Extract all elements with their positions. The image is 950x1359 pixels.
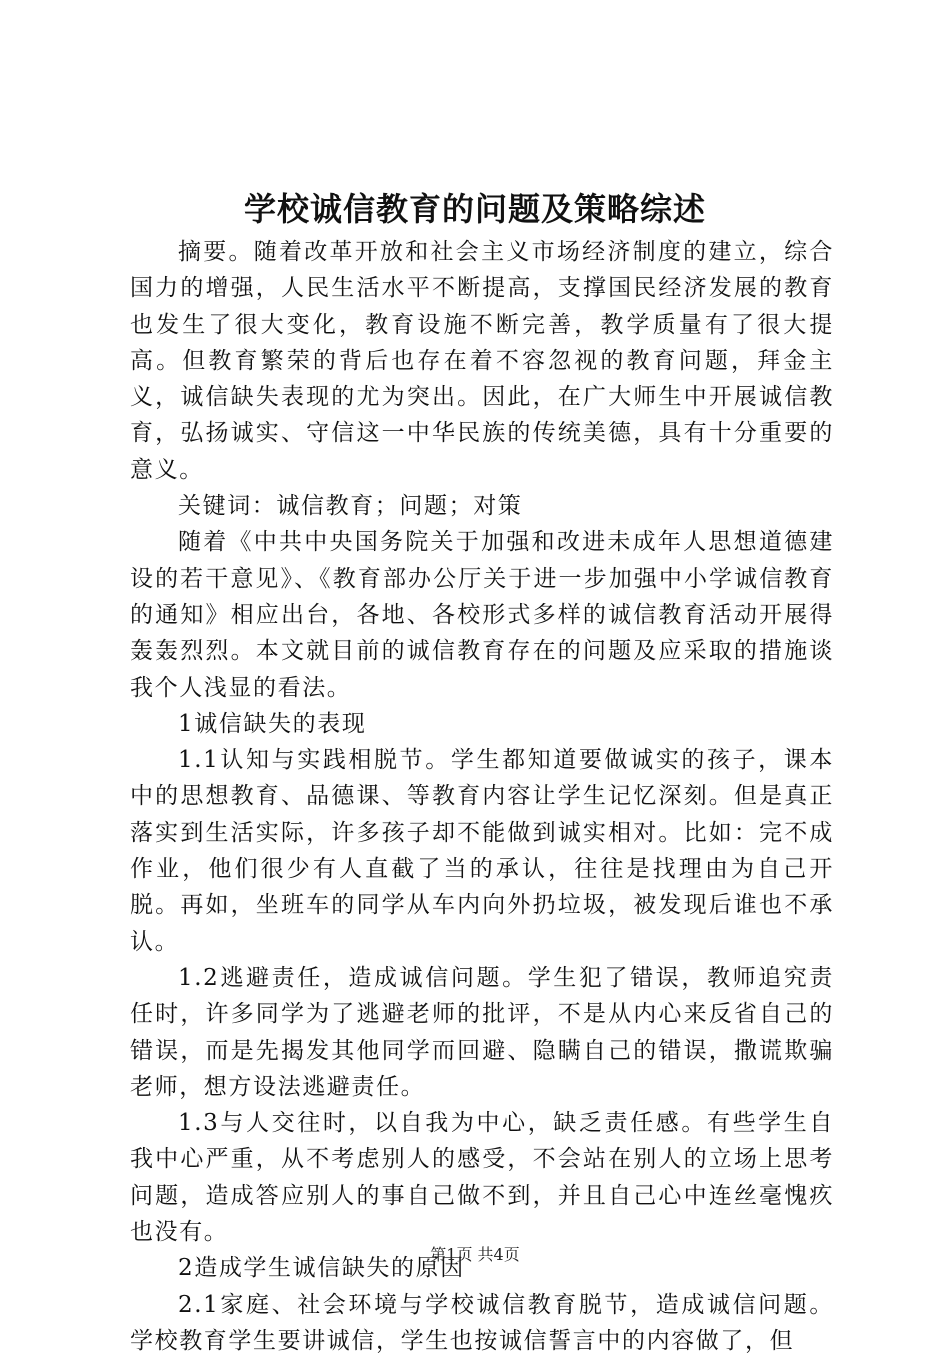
section-1-heading: 1诚信缺失的表现 <box>178 710 367 737</box>
section-2-heading: 2造成学生诚信缺失的原因 <box>178 1255 465 1282</box>
document-title: 学校诚信教育的问题及策略综述 <box>243 190 706 228</box>
abstract-paragraph: 摘要。随着改革开放和社会主义市场经济制度的建立，综合国力的增强，人民生活水平不断提高，支撑国民经济发展的教育也发生了很大变化，教育设施不断完善，教学质量有了很大提高。但教育繁荣的背后也存在着不容忽视的教育问题，拜金主义，诚信缺失表现的尤为突出。因此，在广大师生中开展诚信教育，弘扬诚实、守信这一中华民族的传统美德，具有十分重要的意义。 <box>130 239 834 483</box>
section-1-3-paragraph: 1.3与人交往时，以自我为中心，缺乏责任感。有些学生自我中心严重，从不考虑别人的感受，不会站在别人的立场上思考问题，造成答应别人的事自己做不到，并且自己心中连丝毫愧疚也没有。 <box>130 1110 834 1246</box>
section-1-1-paragraph: 1.1认知与实践相脱节。学生都知道要做诚实的孩子，课本中的思想教育、品德课、等教育内容让学生记忆深刻。但是真正落实到生活实际，许多孩子却不能做到诚实相对。比如：完不成作业，他们很少有人直截了当的承认，往往是找理由为自己开脱。再如，坐班车的同学从车内向外扔垃圾，被发现后谁也不承认。 <box>130 747 834 955</box>
section-1-2-paragraph: 1.2逃避责任，造成诚信问题。学生犯了错误，教师追究责任时，许多同学为了逃避老师的批评，不是从内心来反省自己的错误，而是先揭发其他同学而回避、隐瞒自己的错误，撒谎欺骗老师，想方设法逃避责任。 <box>130 964 834 1100</box>
page-footer: 第1页 共4页 <box>430 1245 520 1264</box>
keywords-line: 关键词：诚信教育；问题；对策 <box>178 493 523 520</box>
document-body <box>130 234 834 1359</box>
section-2-1-paragraph: 2.1家庭、社会环境与学校诚信教育脱节，造成诚信问题。学校教育学生要讲诚信，学生也按诚信誓言中的内容做了，但 <box>130 1291 834 1354</box>
intro-paragraph: 随着《中共中央国务院关于加强和改进未成年人思想道德建设的若干意见》、《教育部办公厅关于进一步加强中小学诚信教育的通知》相应出台，各地、各校形式多样的诚信教育活动开展得轰轰烈烈。本文就目前的诚信教育存在的问题及应采取的措施谈我个人浅显的看法。 <box>130 529 834 701</box>
